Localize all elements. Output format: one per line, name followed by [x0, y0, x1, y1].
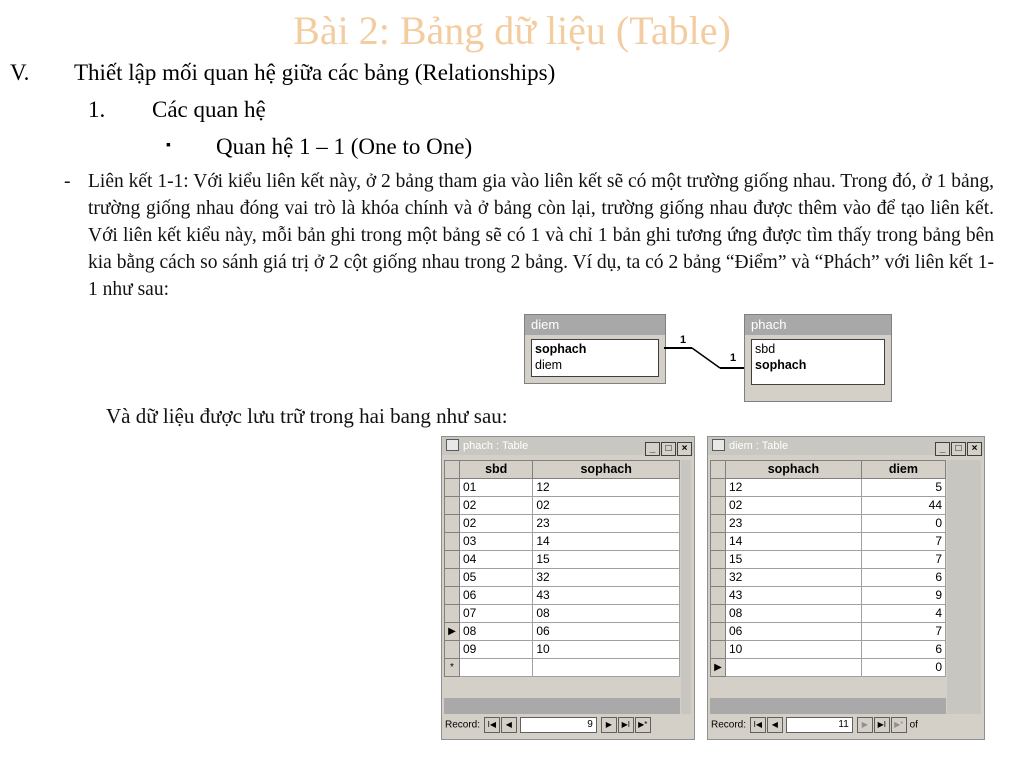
row-selector[interactable] — [445, 551, 460, 569]
row-selector[interactable] — [445, 479, 460, 497]
cell[interactable]: 7 — [861, 623, 945, 641]
relationship-field: sbd — [755, 342, 776, 356]
diem-table-window[interactable] — [707, 436, 985, 740]
cell[interactable] — [533, 659, 680, 677]
column-header-diem[interactable]: diem — [861, 461, 945, 479]
cell[interactable]: 05 — [460, 569, 533, 587]
cell[interactable]: 08 — [533, 605, 680, 623]
intro-text: Và dữ liệu được lưu trữ trong hai bang như sau: — [106, 404, 508, 428]
relationship-table-title: phach — [745, 315, 891, 335]
cell[interactable]: 15 — [726, 551, 862, 569]
relationship-field-list — [751, 339, 885, 385]
relationship-table-title: diem — [525, 315, 665, 335]
row-selector[interactable] — [445, 605, 460, 623]
cell[interactable] — [726, 659, 862, 677]
bullet-item — [166, 132, 472, 164]
table-row[interactable] — [445, 641, 680, 659]
relationship-table-diem[interactable] — [524, 314, 666, 384]
current-record-icon[interactable]: ▶ — [711, 659, 726, 677]
row-selector[interactable] — [711, 569, 726, 587]
maximize-button[interactable]: □ — [661, 442, 676, 456]
new-record-row[interactable] — [445, 659, 680, 677]
current-record-icon[interactable]: ▶ — [445, 623, 460, 641]
new-record-button[interactable]: ▶* — [891, 717, 907, 733]
subsection-number: 1. — [88, 97, 106, 122]
previous-record-button[interactable]: ◀ — [767, 717, 783, 733]
cardinality-left: 1 — [680, 334, 687, 346]
new-record-button[interactable]: ▶* — [635, 717, 651, 733]
previous-record-button[interactable]: ◀ — [501, 717, 517, 733]
cell[interactable]: 43 — [533, 587, 680, 605]
vertical-scrollbar[interactable] — [681, 460, 691, 714]
row-selector[interactable] — [445, 515, 460, 533]
table-row[interactable] — [445, 569, 680, 587]
select-all-cell[interactable] — [445, 461, 460, 479]
cell[interactable]: 06 — [726, 623, 862, 641]
record-number-input[interactable]: 11 — [786, 717, 853, 733]
table-row[interactable] — [711, 497, 946, 515]
cell[interactable]: 02 — [726, 497, 862, 515]
table-row[interactable] — [711, 641, 946, 659]
cell[interactable]: 44 — [861, 497, 945, 515]
minimize-button[interactable]: _ — [935, 442, 950, 456]
table-row[interactable] — [711, 551, 946, 569]
table-icon — [446, 439, 459, 451]
cell[interactable]: 23 — [533, 515, 680, 533]
paragraph-dash: - — [64, 171, 71, 192]
cell[interactable]: 7 — [861, 533, 945, 551]
row-selector[interactable] — [445, 587, 460, 605]
row-selector[interactable] — [711, 551, 726, 569]
cell[interactable]: 02 — [460, 515, 533, 533]
cell[interactable]: 06 — [460, 587, 533, 605]
subsection-text: Các quan hệ — [152, 97, 266, 122]
cell[interactable]: 32 — [533, 569, 680, 587]
cell[interactable]: 02 — [533, 497, 680, 515]
paragraph-text: Liên kết 1-1: Với kiểu liên kết này, ở 2 bảng tham gia vào liên kết sẽ có một trường giống nhau. Trong đó, ở 1 bảng, trường giống nhau đóng vai trò là khóa chính và ở bảng còn lại, trường giống nhau được thêm vào để tạo liên kết. Với liên kết kiểu này, mỗi bản ghi trong một bảng sẽ có 1 và chỉ 1 bản ghi tương ứng được tìm thấy trong bảng bên kia bằng cách so sánh giá trị ở 2 cột giống nhau trong 2 bảng. Ví dụ, ta có 2 bảng “Điểm” và “Phách” với liên kết 1-1 như sau: — [88, 171, 994, 300]
table-row[interactable] — [445, 515, 680, 533]
row-selector[interactable] — [711, 587, 726, 605]
column-header-sbd[interactable]: sbd — [460, 461, 533, 479]
table-row[interactable] — [445, 551, 680, 569]
diem-datasheet[interactable] — [710, 460, 946, 677]
cell[interactable]: 5 — [861, 479, 945, 497]
cell[interactable]: 32 — [726, 569, 862, 587]
table-row[interactable] — [711, 479, 946, 497]
cell[interactable]: 43 — [726, 587, 862, 605]
relationship-table-phach[interactable] — [744, 314, 892, 402]
row-selector[interactable] — [711, 623, 726, 641]
new-record-icon[interactable]: * — [445, 659, 460, 677]
cell[interactable]: 10 — [726, 641, 862, 659]
section-number: V. — [10, 60, 30, 85]
table-row[interactable] — [711, 569, 946, 587]
first-record-button[interactable]: I◀ — [750, 717, 766, 733]
cell[interactable]: 12 — [726, 479, 862, 497]
window-title: diem : Table — [729, 440, 789, 452]
cell[interactable]: 04 — [460, 551, 533, 569]
subsection-heading — [88, 95, 266, 125]
window-title: phach : Table — [463, 440, 529, 452]
close-button[interactable]: × — [967, 442, 982, 456]
close-button[interactable]: × — [677, 442, 692, 456]
slide-title: Bài 2: Bảng dữ liệu (Table) — [293, 8, 731, 53]
relationship-field-list — [531, 339, 659, 377]
cell[interactable]: 08 — [460, 623, 533, 641]
row-selector[interactable] — [711, 641, 726, 659]
row-selector[interactable] — [445, 641, 460, 659]
cell[interactable]: 02 — [460, 497, 533, 515]
table-row[interactable] — [711, 623, 946, 641]
maximize-button[interactable]: □ — [951, 442, 966, 456]
empty-grid-area — [444, 698, 680, 714]
select-all-cell[interactable] — [711, 461, 726, 479]
record-navigator — [445, 717, 651, 733]
row-selector[interactable] — [711, 533, 726, 551]
cell[interactable]: 7 — [861, 551, 945, 569]
next-record-button[interactable]: ▶ — [857, 717, 873, 733]
square-bullet-icon: ▪ — [166, 137, 171, 153]
row-selector[interactable] — [711, 497, 726, 515]
cell[interactable]: 01 — [460, 479, 533, 497]
table-row[interactable] — [445, 605, 680, 623]
table-row[interactable] — [445, 533, 680, 551]
row-selector[interactable] — [445, 569, 460, 587]
vertical-scrollbar[interactable] — [947, 460, 981, 714]
record-label: Record: — [445, 719, 481, 731]
cell[interactable]: 0 — [861, 659, 945, 677]
record-of-label: of — [909, 719, 918, 731]
record-label: Record: — [711, 719, 747, 731]
phach-table-window[interactable] — [441, 436, 695, 740]
cell[interactable]: 14 — [533, 533, 680, 551]
description-paragraph — [64, 168, 994, 303]
new-record-row[interactable] — [711, 659, 946, 677]
table-row[interactable] — [445, 479, 680, 497]
cell[interactable]: 14 — [726, 533, 862, 551]
minimize-button[interactable]: _ — [645, 442, 660, 456]
empty-grid-area — [710, 698, 946, 714]
cell[interactable]: 15 — [533, 551, 680, 569]
cell[interactable]: 23 — [726, 515, 862, 533]
cell[interactable]: 07 — [460, 605, 533, 623]
first-record-button[interactable]: I◀ — [484, 717, 500, 733]
bullet-text: Quan hệ 1 – 1 (One to One) — [216, 134, 473, 159]
cell[interactable]: 0 — [861, 515, 945, 533]
column-header-sophach[interactable]: sophach — [533, 461, 680, 479]
table-row[interactable] — [711, 605, 946, 623]
cell[interactable]: 09 — [460, 641, 533, 659]
row-selector[interactable] — [445, 533, 460, 551]
table-row[interactable] — [711, 533, 946, 551]
cell[interactable]: 08 — [726, 605, 862, 623]
cell[interactable] — [460, 659, 533, 677]
relationship-field-key: sophach — [535, 342, 587, 356]
row-selector[interactable] — [711, 515, 726, 533]
next-record-button[interactable]: ▶ — [601, 717, 617, 733]
phach-datasheet[interactable] — [444, 460, 680, 677]
cell[interactable]: 06 — [533, 623, 680, 641]
window-titlebar[interactable] — [442, 437, 694, 455]
table-row[interactable] — [445, 497, 680, 515]
row-selector[interactable] — [711, 479, 726, 497]
cell[interactable]: 4 — [861, 605, 945, 623]
cell[interactable]: 9 — [861, 587, 945, 605]
record-number-input[interactable]: 9 — [520, 717, 597, 733]
cell[interactable]: 6 — [861, 641, 945, 659]
relationship-field: diem — [535, 358, 563, 372]
cardinality-right: 1 — [730, 352, 737, 364]
window-titlebar[interactable] — [708, 437, 984, 455]
record-navigator — [711, 717, 918, 733]
cell[interactable]: 10 — [533, 641, 680, 659]
cell[interactable]: 12 — [533, 479, 680, 497]
table-row[interactable] — [445, 623, 680, 641]
row-selector[interactable] — [711, 605, 726, 623]
row-selector[interactable] — [445, 497, 460, 515]
relationship-field-key: sophach — [755, 358, 807, 372]
last-record-button[interactable]: ▶I — [874, 717, 890, 733]
cell[interactable]: 03 — [460, 533, 533, 551]
table-row[interactable] — [711, 515, 946, 533]
section-heading — [10, 58, 555, 88]
cell[interactable]: 6 — [861, 569, 945, 587]
last-record-button[interactable]: ▶I — [618, 717, 634, 733]
table-icon — [712, 439, 725, 451]
table-row[interactable] — [711, 587, 946, 605]
column-header-sophach[interactable]: sophach — [726, 461, 862, 479]
table-row[interactable] — [445, 587, 680, 605]
section-text: Thiết lập mối quan hệ giữa các bảng (Relationships) — [74, 60, 556, 85]
